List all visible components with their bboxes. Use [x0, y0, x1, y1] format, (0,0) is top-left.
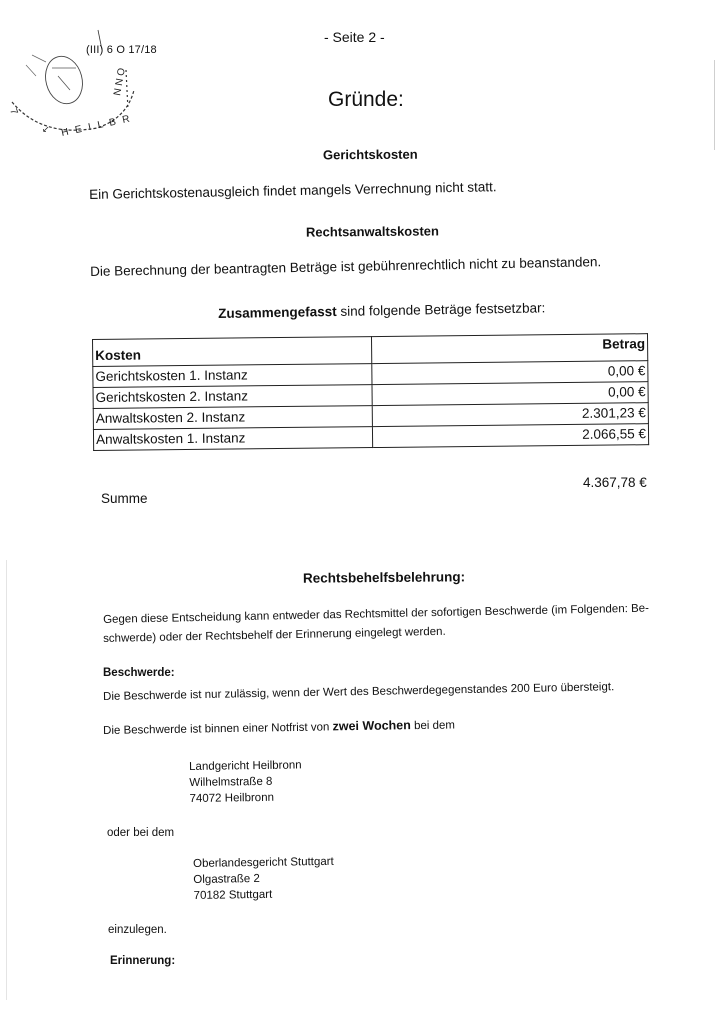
deadline-pre: Die Beschwerde ist binnen einer Notfrist von — [103, 721, 333, 737]
court2-name: Oberlandesgericht Stuttgart — [193, 855, 334, 870]
court1-street: Wilhelmstraße 8 — [189, 775, 273, 789]
amount-column-header: Betrag — [371, 334, 647, 364]
court2-street: Olgastraße 2 — [193, 872, 260, 886]
cost-amount-cell: 2.301,23 € — [372, 403, 648, 427]
cost-amount-cell: 0,00 € — [372, 361, 648, 385]
court1-city: 74072 Heilbronn — [189, 791, 275, 805]
scan-artifact-line — [6, 560, 7, 1000]
cost-label-cell: Gerichtskosten 1. Instanz — [93, 364, 372, 388]
court1-name: Landgericht Heilbronn — [189, 759, 302, 773]
court1-address — [189, 757, 302, 807]
cost-label-cell: Anwaltskosten 2. Instanz — [93, 406, 372, 430]
submit-text: einzulegen. — [108, 924, 167, 936]
sum-value: 4.367,78 € — [583, 475, 647, 490]
court-costs-heading: Gerichtskosten — [322, 146, 418, 163]
svg-text:7: 7 — [7, 107, 20, 117]
scan-artifact-line — [714, 60, 715, 150]
cost-table — [92, 333, 649, 451]
sum-label: Summe — [101, 491, 148, 506]
attorney-costs-text: Die Berechnung der beantragten Beträge ist gebührenrechtlich nicht zu beanstanden. — [90, 254, 602, 279]
legal-remedy-intro-line2: schwerde) oder der Rechtsbehelf der Erinnerung eingelegt werden. — [103, 625, 446, 645]
cost-label-cell: Anwaltskosten 1. Instanz — [93, 427, 372, 451]
page-title: Gründe: — [328, 88, 404, 111]
summary-intro-bold: Zusammengefasst — [218, 303, 337, 321]
cost-amount-cell: 0,00 € — [372, 382, 648, 406]
or-text: oder bei dem — [107, 827, 175, 839]
complaint-admissibility: Die Beschwerde ist nur zulässig, wenn der Wert des Beschwerdegegenstandes 200 Euro übersteigt. — [103, 681, 615, 703]
court-costs-text: Ein Gerichtskostenausgleich findet mangels Verrechnung nicht statt. — [89, 179, 497, 202]
cost-column-header: Kosten — [93, 337, 372, 367]
deadline-bold: zwei Wochen — [332, 718, 411, 734]
summary-intro — [218, 300, 545, 321]
cost-label-cell: Gerichtskosten 2. Instanz — [93, 385, 372, 409]
summary-intro-rest: sind folgende Beträge festsetzbar: — [336, 300, 546, 319]
reminder-heading: Erinnerung: — [110, 955, 176, 967]
deadline-post: bei dem — [410, 719, 456, 733]
court-stamp — [2, 10, 142, 140]
file-reference: (III) 6 O 17/18 — [86, 44, 157, 56]
complaint-heading: Beschwerde: — [103, 667, 175, 679]
cost-amount-cell: 2.066,55 € — [372, 424, 648, 448]
court2-address — [193, 854, 334, 904]
court2-city: 70182 Stuttgart — [193, 888, 273, 902]
page-number-header: - Seite 2 - — [324, 29, 385, 45]
svg-text:H E I L B R: H E I L B R — [60, 113, 133, 139]
complaint-deadline — [103, 717, 455, 737]
attorney-costs-heading: Rechtsanwaltskosten — [305, 223, 440, 240]
legal-remedy-intro-line1: Gegen diese Entscheidung kann entweder das Rechtsmittel der sofortigen Beschwerde (im Folgenden: Be- — [103, 602, 650, 626]
svg-text:↙: ↙ — [42, 124, 50, 134]
stamp-text: N N O — [112, 67, 128, 97]
legal-remedy-heading: Rechtsbehelfsbelehrung: — [302, 569, 466, 586]
